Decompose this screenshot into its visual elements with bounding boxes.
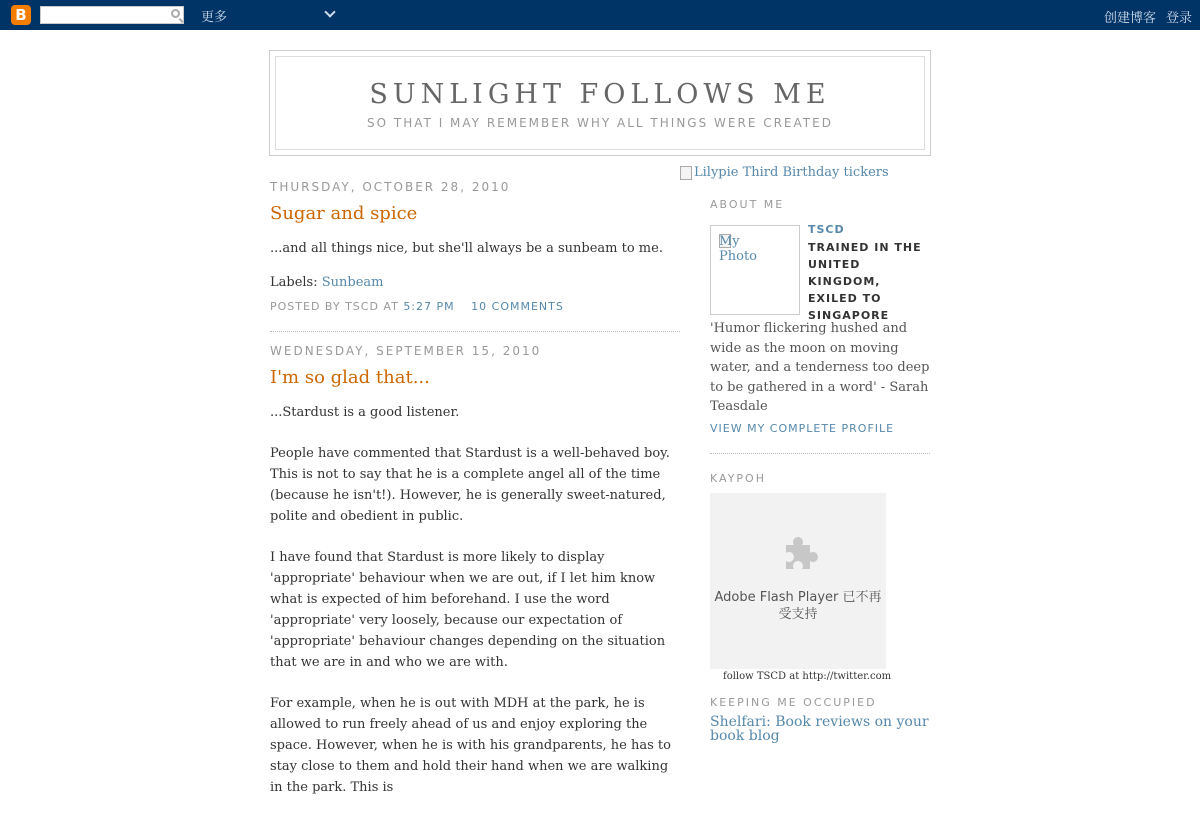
post-paragraph: ...and all things nice, but she'll always be a sunbeam to me. (270, 241, 663, 256)
blogger-logo-letter: B (15, 6, 27, 24)
chevron-down-icon[interactable] (324, 6, 335, 17)
twitter-follow (723, 671, 930, 682)
post-title[interactable]: I'm so glad that... (270, 367, 430, 388)
post-labels (270, 275, 680, 290)
post-title[interactable]: Sugar and spice (270, 203, 418, 224)
blog-header-inner (275, 56, 925, 150)
flash-plugin-placeholder[interactable] (710, 493, 886, 669)
post-body (270, 402, 680, 798)
kaypoh-heading: KAYPOH (710, 471, 766, 485)
post-date: THURSDAY, OCTOBER 28, 2010 (270, 180, 511, 194)
about-heading: ABOUT ME (710, 198, 785, 211)
blog-title[interactable]: SUNLIGHT FOLLOWS ME (369, 79, 831, 110)
profile-quote: 'Humor flickering hushed and wide as the moon on moving water, and a tenderness too deep to be gathered in a word' - Sarah Teasdale (710, 321, 930, 414)
sidebar (680, 165, 930, 743)
search-icon[interactable] (171, 9, 180, 18)
ticker-alt-text: Lilypie Third Birthday tickers (694, 165, 889, 180)
more-menu-button[interactable]: 更多 (201, 10, 228, 25)
puzzle-piece-icon (778, 533, 818, 573)
flash-unsupported-text: Adobe Flash Player 已不再受支持 (714, 589, 882, 622)
create-blog-link[interactable]: 创建博客 (1104, 11, 1157, 26)
shelfari-link[interactable]: Shelfari: Book reviews on your book blog (710, 713, 929, 744)
sidebar-inner (710, 198, 930, 743)
posted-by-text: POSTED BY TSCD AT (270, 300, 399, 313)
blog-header (269, 50, 931, 156)
comments-link[interactable]: 10 COMMENTS (471, 300, 564, 313)
photo-alt-text: My Photo (719, 234, 757, 264)
post-time-link[interactable]: 5:27 PM (403, 300, 455, 313)
post-paragraph: ...Stardust is a good listener. (270, 405, 460, 420)
post (270, 180, 680, 332)
sidebar-divider (710, 453, 930, 454)
twitter-prefix: follow TSCD at (723, 670, 803, 682)
profile-location: TRAINED IN THE UNITED KINGDOM, EXILED TO SINGAPORE (808, 241, 922, 322)
blogger-logo-icon[interactable] (11, 5, 31, 25)
post-divider (270, 331, 680, 332)
navbar-search-input[interactable] (40, 6, 184, 24)
post-footer (270, 300, 680, 313)
profile-photo[interactable] (710, 225, 800, 315)
view-profile-link[interactable]: VIEW MY COMPLETE PROFILE (710, 421, 895, 435)
lilypie-ticker[interactable] (680, 165, 930, 180)
label-link[interactable]: Sunbeam (321, 275, 384, 290)
post (270, 344, 680, 798)
twitter-link[interactable]: http://twitter.com (802, 670, 892, 682)
broken-image-icon (680, 166, 692, 180)
post-paragraph: For example, when he is out with MDH at the park, he is allowed to run freely ahead of us and enjoy exploring the space. However, when he is with his grandparents, he has to stay close to them and hold their hand when we are walking in the park. This is (270, 696, 671, 795)
post-body (270, 238, 680, 259)
occupied-heading: KEEPING ME OCCUPIED (710, 695, 877, 709)
about-me (710, 221, 930, 322)
blogger-navbar (0, 0, 1200, 30)
login-link[interactable]: 登录 (1166, 11, 1193, 26)
post-paragraph: I have found that Stardust is more likely to display 'appropriate' behaviour when we are out, if I let him know what is expected of him beforehand. I use the word 'appropriate' very loosely, because our expectation of 'appropriate' behaviour changes depending on the situation that we are in and who we are with. (270, 550, 666, 670)
profile-name-link[interactable]: TSCD (808, 223, 845, 236)
main-column (270, 172, 680, 818)
post-date: WEDNESDAY, SEPTEMBER 15, 2010 (270, 344, 542, 358)
labels-prefix: Labels: (270, 275, 318, 290)
post-paragraph: People have commented that Stardust is a well-behaved boy. This is not to say that he is a complete angel all of the time (because he isn't!). However, he is generally sweet-natured, polite and obedient in public. (270, 446, 670, 524)
blog-description: SO THAT I MAY REMEMBER WHY ALL THINGS WERE CREATED (367, 116, 833, 130)
